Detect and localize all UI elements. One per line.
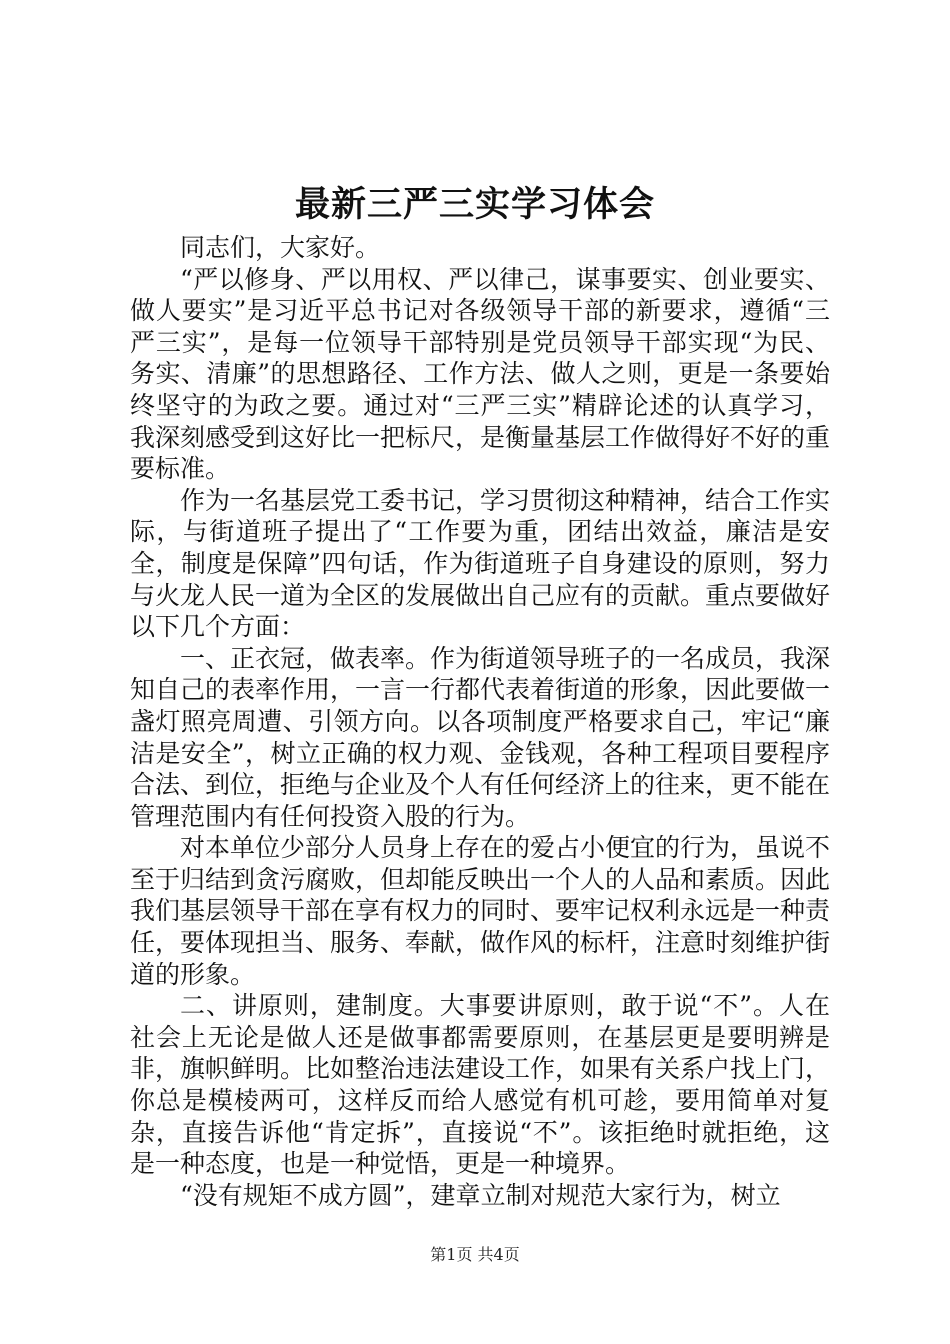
paragraph-requirements: “严以修身、严以用权、严以律己，谋事要实、创业要实、做人要实”是习近平总书记对各级领导干部的新要求，遵循“三严三实”，是每一位领导干部特别是党员领导干部实现“为民、务实、清廉”的思想路径、工作方法、做人之则，更是一条要始终坚守的为政之要。通过对“三严三实”精辟论述的认真学习，我深刻感受到这好比一把标尺，是衡量基层工作做得好不好的重要标准。 — [130, 264, 831, 484]
paragraph-rules: “没有规矩不成方圆”，建章立制对规范大家行为，树立 — [180, 1180, 781, 1210]
paragraph-point-one: 一、正衣冠，做表率。作为街道领导班子的一名成员，我深知自己的表率作用，一言一行都代表着街道的形象，因此要做一盏灯照亮周遭、引领方向。以各项制度严格要求自己，牢记“廉洁是安全”，树立正确的权力观、金钱观，各种工程项目要程序合法、到位，拒绝与企业及个人有任何经济上的往来，更不能在管理范围内有任何投资入股的行为。 — [130, 643, 831, 831]
paragraph-greeting: 同志们，大家好。 — [180, 233, 381, 262]
document-body — [130, 232, 830, 1211]
document-title: 最新三严三实学习体会 — [294, 184, 655, 225]
paragraph-principles: 作为一名基层党工委书记，学习贯彻这种精神，结合工作实际，与街道班子提出了“工作要为重，团结出效益，廉洁是安全，制度是保障”四句话，作为街道班子自身建设的原则，努力与火龙人民一道为全区的发展做出自己应有的贡献。重点要做好以下几个方面： — [130, 485, 831, 642]
paragraph-petty-behavior: 对本单位少部分人员身上存在的爱占小便宜的行为，虽说不至于归结到贪污腐败，但却能反映出一个人的人品和素质。因此我们基层领导干部在享有权力的同时、要牢记权利永远是一种责任，要体现担当、服务、奉献，做作风的标杆，注意时刻维护街道的形象。 — [130, 833, 831, 989]
page-footer: 第1页 共4页 — [430, 1245, 520, 1264]
paragraph-point-two: 二、讲原则，建制度。大事要讲原则，敢于说“不”。人在社会上无论是做人还是做事都需要原则，在基层更是要明辨是非，旗帜鲜明。比如整治违法建设工作，如果有关系户找上门，你总是模棱两可，这样反而给人感觉有机可趁，要用简单对复杂，直接告诉他“肯定拆”，直接说“不”。该拒绝时就拒绝，这是一种态度，也是一种觉悟，更是一种境界。 — [130, 991, 831, 1179]
